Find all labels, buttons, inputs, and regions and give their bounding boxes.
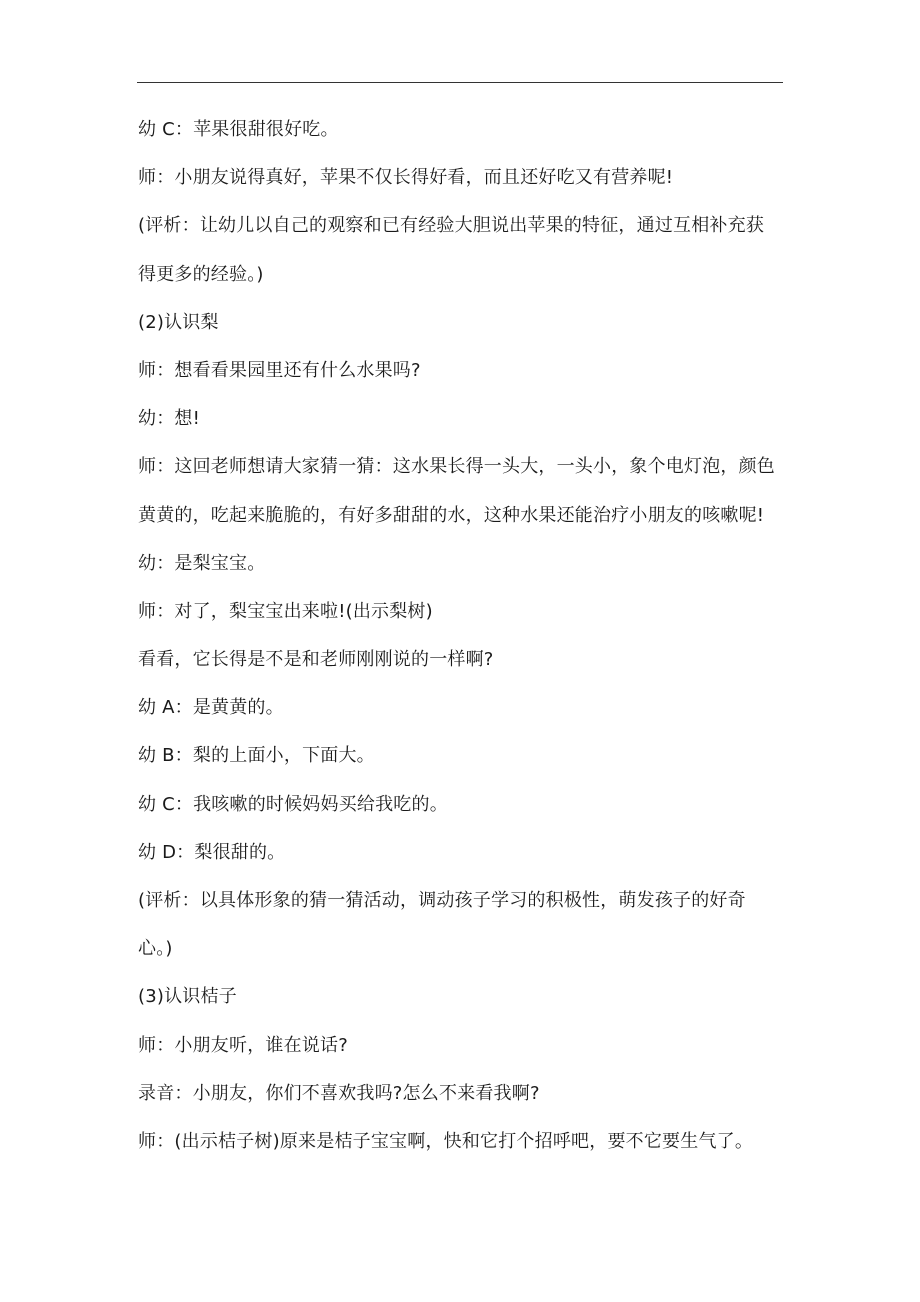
dialogue-line: 幼 D：梨很甜的。 — [138, 841, 286, 863]
dialogue-line: 黄黄的，吃起来脆脆的，有好多甜甜的水，这种水果还能治疗小朋友的咳嗽呢! — [138, 504, 765, 526]
dialogue-line: 师：对了，梨宝宝出来啦!(出示梨树) — [138, 600, 433, 622]
dialogue-line: 幼 B：梨的上面小，下面大。 — [138, 745, 375, 767]
section-heading: (3)认识桔子 — [138, 986, 237, 1008]
dialogue-line: 幼 C：苹果很甜很好吃。 — [138, 119, 339, 140]
dialogue-line: 师：小朋友听，谁在说话? — [138, 1034, 348, 1056]
dialogue-line: 看看，它长得是不是和老师刚刚说的一样啊? — [138, 649, 494, 671]
dialogue-line: 录音：小朋友，你们不喜欢我吗?怎么不来看我啊? — [138, 1082, 540, 1104]
dialogue-line: 幼 A：是黄黄的。 — [138, 697, 284, 719]
header-rule — [137, 82, 783, 83]
commentary-line: 心。) — [138, 938, 173, 960]
commentary-line: 得更多的经验。) — [138, 263, 264, 285]
section-heading: (2)认识梨 — [138, 311, 219, 333]
dialogue-line: 幼：想! — [138, 408, 201, 430]
commentary-line: (评析：以具体形象的猜一猜活动，调动孩子学习的积极性，萌发孩子的好奇 — [138, 890, 746, 911]
commentary-line: (评析：让幼儿以自己的观察和已有经验大胆说出苹果的特征，通过互相补充获 — [138, 215, 765, 237]
dialogue-line: 师：想看看果园里还有什么水果吗? — [138, 359, 421, 381]
dialogue-line: 师：(出示桔子树)原来是桔子宝宝啊，快和它打个招呼吧，要不它要生气了。 — [138, 1130, 754, 1152]
dialogue-line: 师：这回老师想请大家猜一猜：这水果长得一头大，一头小，象个电灯泡，颜色 — [138, 456, 775, 478]
dialogue-line: 师：小朋友说得真好，苹果不仅长得好看，而且还好吃又有营养呢! — [138, 167, 674, 189]
document-body — [138, 118, 788, 1178]
dialogue-line: 幼：是梨宝宝。 — [138, 552, 266, 574]
dialogue-line: 幼 C：我咳嗽的时候妈妈买给我吃的。 — [138, 793, 448, 815]
